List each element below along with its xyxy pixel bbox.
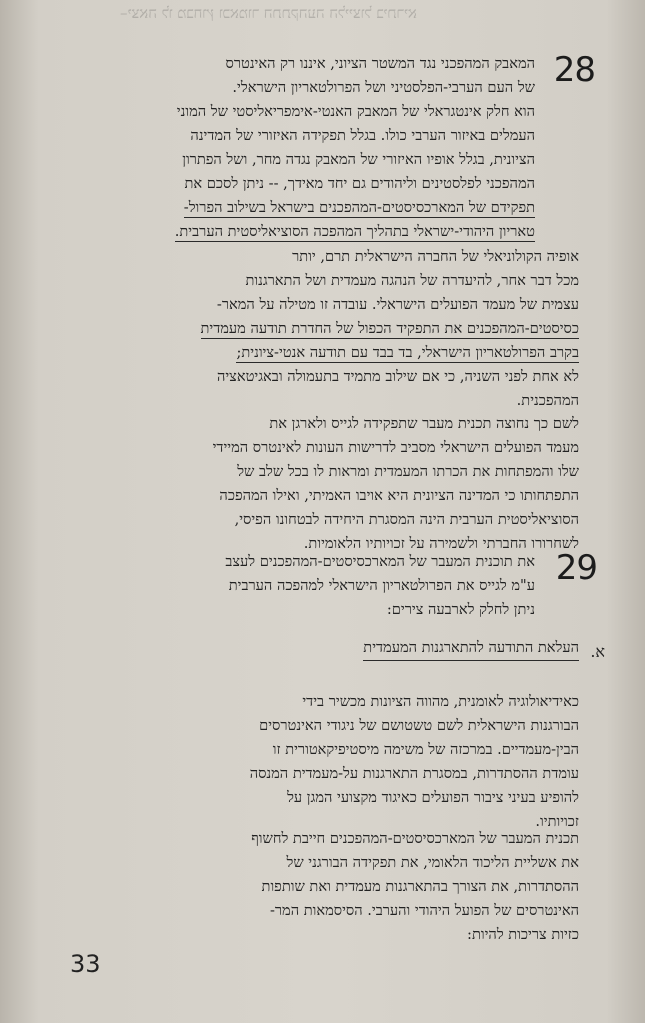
text-line: הבין-מעמדיים. במרכזה של משימה מיסטיפיקאטורית זו (272, 741, 579, 758)
text-line: מעמד הפועלים הישראלי מסביב לדרישות העונות לאינטרס המיידי (212, 439, 579, 456)
text-line: שלו והמפתחות את הכרתו המעמדית ומראות לו בכל שלב של (237, 463, 579, 480)
underlined-heading: העלאת התודעה להתארגנות המעמדית (363, 636, 579, 661)
bleed-through-text: –יצאה לו מבחוץ וכאמור התתקהעה הלייצול ביתריא (120, 4, 417, 22)
text-line: האינטרסים של הפועל היהודי והערבי. הסיסמאות המר- (269, 902, 579, 919)
section-number-29: 29 (555, 548, 597, 588)
text-line-underlined (68, 341, 579, 365)
text-line: הסוציאליסטית הערבית הינה המסגרת היחידה לבטחונו הפיסי, (234, 511, 579, 528)
text-line-underlined (68, 196, 535, 220)
section-28-paragraph-1 (68, 52, 535, 244)
text-line: המאבק המהפכני נגד המשטר הציוני, איננו רק האינטרס (225, 55, 535, 72)
text-line: את תוכנית המעבר של המארכסיסטים-המהפכנים לעצב (225, 553, 535, 570)
text-line: של העם הערבי-הפלסטיני ושל הפרולטאריון הישראלי. (232, 79, 535, 96)
text-line: לשם כך נחוצה תכנית מעבר שתפקידה לגייס ולארגן את (269, 415, 579, 432)
text-line: זכויותיו. (535, 813, 579, 830)
text-line: עצמית של מעמד הפועלים הישראלי. עובדה זו מטילה על המאר- (216, 296, 579, 313)
text-line: ניתן לחלק לארבעה צירים: (386, 601, 535, 618)
text-line: כזיות צריכות להיות: (467, 926, 579, 943)
text-line: כאידיאולוגיה לאומנית, מהווה הציונות מכשיר בידי (302, 693, 579, 710)
text-line-underlined (68, 220, 535, 244)
section-number-28: 28 (553, 50, 595, 90)
underlined-text: כסיסטים-המהפכנים את התפקיד הכפול של החדרת תודעה מעמדית (200, 320, 579, 337)
text-line-underlined (68, 317, 579, 341)
text-line: לא אחת לפני השניה, כי אם שילוב מתמיד בתעמולה ובאגיטאציה (216, 368, 579, 385)
text-line: המהפכני לפלסטינים וליהודים גם יחד מאידך, -- ניתן לסכם את (184, 175, 535, 192)
underlined-text: תפקידם של המארכסיסטים-המהפכנים בישראל בשילוב הפרול- (183, 199, 535, 216)
text-line: העמלים באיזור הערבי כולו. בגלל תפקידה האיזורי של המדינה (190, 127, 535, 144)
text-line: המהפכנית. (516, 392, 579, 409)
item-a-paragraph-1 (68, 690, 579, 834)
text-line: תכנית המעבר של המארכסיסטים-המהפכנים חייבת לחשוף (251, 830, 579, 847)
text-line: לשחרורו החברתי ולשמירה על זכויותיו הלאומיות. (303, 535, 579, 552)
text-line: להופיע בעיני ציבור הפועלים כאיגוד מקצועי המגן על (287, 789, 579, 806)
text-line: עומדת ההסתדרות, במסגרת התארגנות על-מעמדית המנסה (249, 765, 579, 782)
text-line: ההסתדרות, את הצורך בהתארגנות מעמדית ואת שותפות (261, 878, 579, 895)
item-a-marker: א. (590, 642, 605, 661)
item-a-paragraph-2 (68, 827, 579, 947)
text-line: הציונית, בגלל אופיו האיזורי של המאבק נגדה מחר, ושל הפתרון (182, 151, 535, 168)
text-line: התפתחותו כי המדינה הציונית היא אויבו האמיתי, ואילו המהפכה (219, 487, 579, 504)
page-number: 33 (70, 950, 101, 978)
section-29-intro (68, 550, 535, 622)
text-line: הבורגנות הישראלית לשם טשטושם של ניגודי האינטרסים (259, 717, 579, 734)
section-28-paragraph-2 (68, 245, 579, 413)
text-line: הוא חלק אינטגראלי של המאבק האנטי-אימפריאליסטי של המוני (176, 103, 535, 120)
text-line: מכל דבר אחר, להיעדרה של הנהגה מעמדית ושל התארגנות (245, 272, 579, 289)
text-line: את אשליית הליכוד הלאומי, את תפקידה הבורגני של (286, 854, 579, 871)
underlined-text: טאריון היהודי-ישראלי בתהליך המהפכה הסוציאליסטית הערבית. (174, 223, 535, 240)
item-a-heading (220, 636, 579, 661)
section-28-paragraph-3 (68, 412, 579, 556)
text-line: אופיה הקולוניאלי של החברה הישראלית תרם, יותר (292, 248, 579, 265)
underlined-text: בקרב הפרולטאריון הישראלי, בד בבד עם תודעה אנטי-ציונית; (236, 344, 579, 361)
text-line: ע"מ לגייס את הפרולטאריון הישראלי למהפכה הערבית (228, 577, 535, 594)
